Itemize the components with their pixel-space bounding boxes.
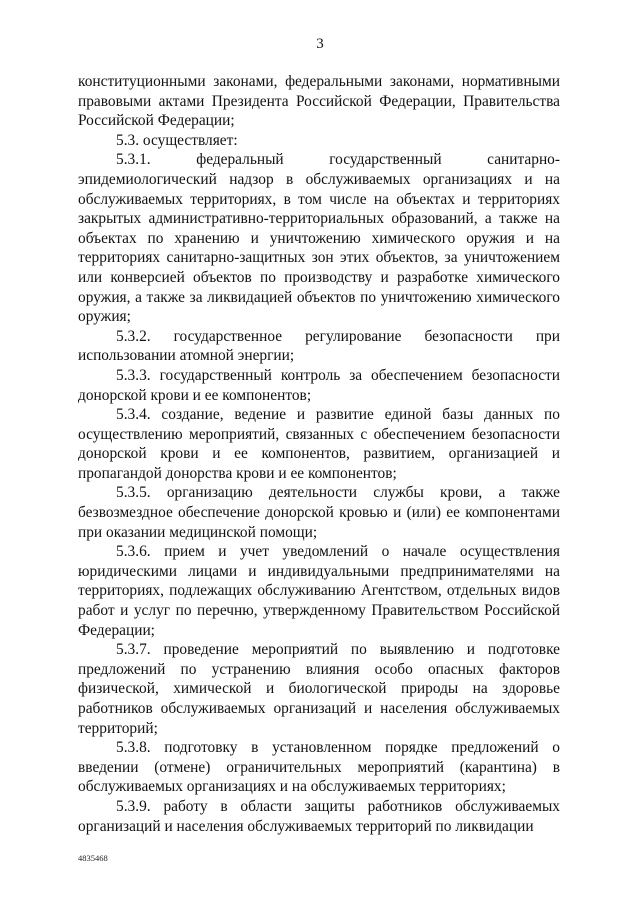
paragraph-5-3-9: 5.3.9. работу в области защиты работников обслуживаемых организаций и населения обслуживаемых территорий по ликвидации — [78, 797, 560, 835]
document-code: 4835468 — [78, 853, 108, 863]
paragraph-5-3-8: 5.3.8. подготовку в установленном порядке предложений о введении (отмене) ограничительных мероприятий (карантина) в обслуживаемых организациях и на обслуживаемых территориях; — [78, 739, 560, 796]
paragraph-5-3-5: 5.3.5. организацию деятельности службы крови, а также безвозмездное обеспечение донорской кровью и (или) ее компонентами при оказании медицинской помощи; — [78, 484, 560, 541]
body-text — [78, 72, 560, 836]
paragraph-5-3-7: 5.3.7. проведение мероприятий по выявлению и подготовке предложений по устранению влияния особо опасных факторов физической, химической и биологической природы на здоровье работников обслуживаемых организаций и населения обслуживаемых территорий; — [78, 641, 560, 737]
paragraph-5-3: 5.3. осуществляет: — [116, 131, 238, 149]
paragraph-5-3-1: 5.3.1. федеральный государственный санитарно-эпидемиологический надзор в обслуживаемых организациях и на обслуживаемых территориях, в том числе на объектах и территориях закрытых административно-территориальных образований, а также на объектах по хранению и уничтожению химического оружия и на территориях санитарно-защитных зон этих объектов, за уничтожением или конверсией объектов по производству и разработке химического оружия, а также за ликвидацией объектов по уничтожению химического оружия; — [78, 151, 560, 326]
paragraph-5-3-4: 5.3.4. создание, ведение и развитие единой базы данных по осуществлению мероприятий, связанных с обеспечением безопасности донорской крови и ее компонентов, развитием, организацией и пропагандой донорства крови и ее компонентов; — [78, 406, 560, 482]
paragraph-5-3-6: 5.3.6. прием и учет уведомлений о начале осуществления юридическими лицами и индивидуальными предпринимателями на территориях, подлежащих обслуживанию Агентством, отдельных видов работ и услуг по перечню, утвержденному Правительством Российской Федерации; — [78, 543, 560, 639]
paragraph-5-3-3: 5.3.3. государственный контроль за обеспечением безопасности донорской крови и ее компонентов; — [78, 366, 560, 404]
paragraph-continuation: конституционными законами, федеральными законами, нормативными правовыми актами Президента Российской Федерации, Правительства Российской Федерации; — [78, 73, 560, 130]
page-number: 3 — [316, 36, 324, 52]
paragraph-5-3-2: 5.3.2. государственное регулирование безопасности при использовании атомной энергии; — [78, 327, 560, 365]
